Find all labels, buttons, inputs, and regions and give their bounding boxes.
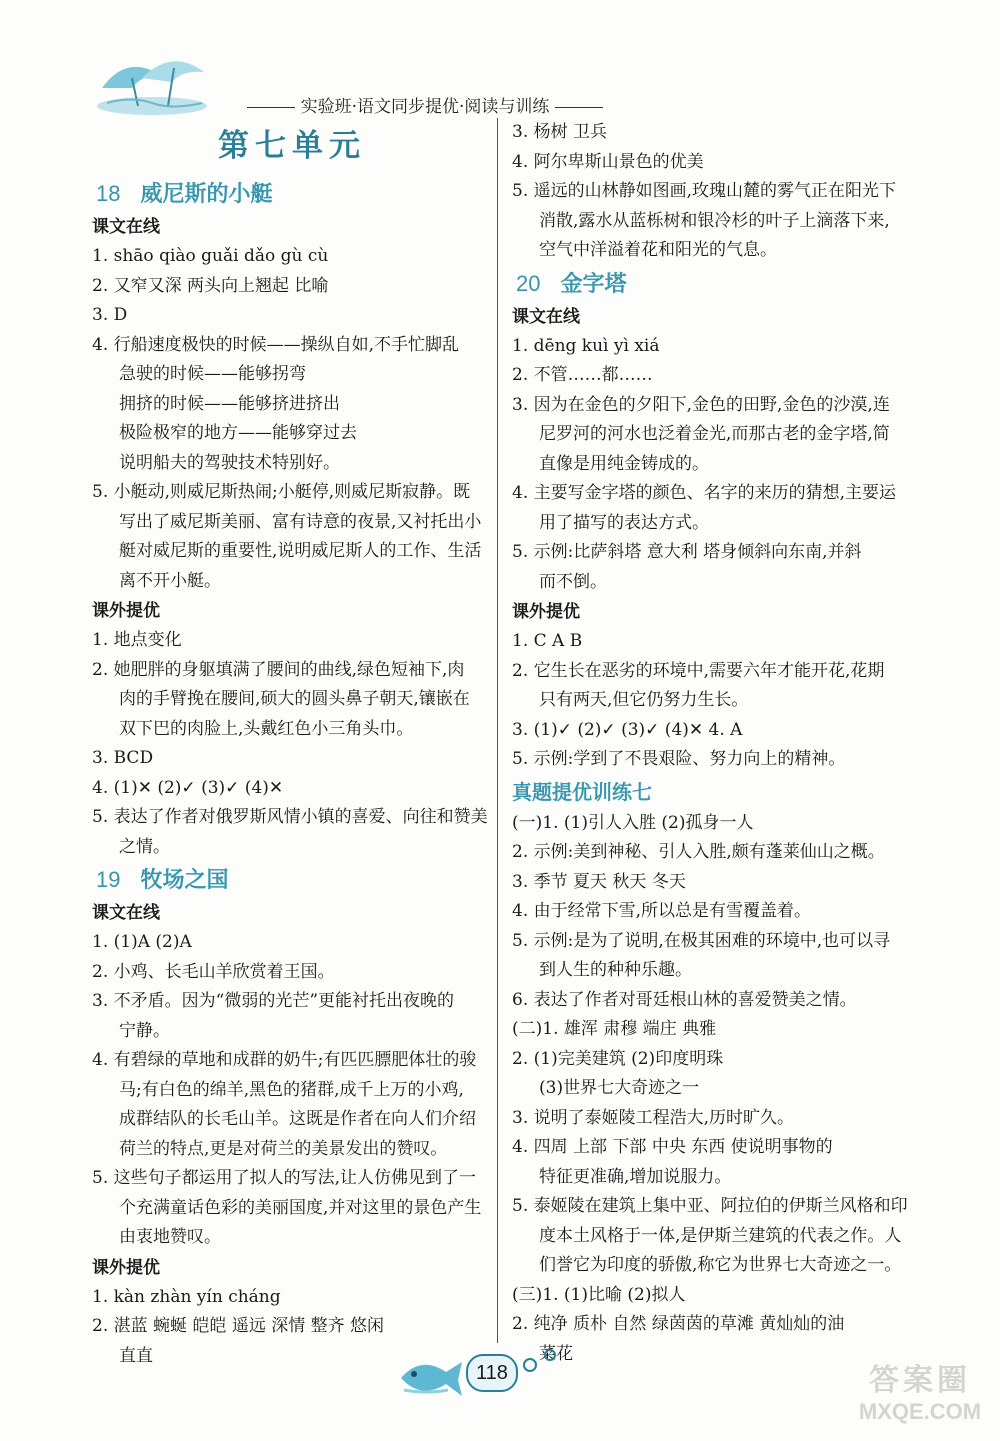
right-column xyxy=(512,118,922,1369)
answer-line: 3. (1)✓ (2)✓ (3)✓ (4)✕ 4. A xyxy=(512,719,743,740)
answer-item xyxy=(512,1015,922,1045)
answer-line: 4. 主要写金字塔的颜色、名字的来历的猜想,主要运 xyxy=(512,483,897,503)
answer-line: 3. 不矛盾。因为“微弱的光芒”更能衬托出夜晚的 xyxy=(92,991,455,1011)
answer-line: 3. BCD xyxy=(92,748,154,768)
lesson-19-title: 19 牧场之国 xyxy=(96,867,229,893)
answer-line: 4. 由于经常下雪,所以总是有雪覆盖着。 xyxy=(512,901,812,921)
answer-line: 4. 四周 上部 下部 中央 东西 使说明事物的 xyxy=(512,1137,833,1157)
lesson-20-title: 20 金字塔 xyxy=(516,270,627,297)
answer-line: 尼罗河的河水也泛着金光,而那古老的金字塔,简 xyxy=(539,424,890,444)
lesson-18-title: 18 威尼斯的小艇 xyxy=(96,181,273,207)
unit-test-answers xyxy=(512,809,922,1370)
answer-line: 2. 不管……都…… xyxy=(512,365,653,385)
answer-line: 直像是用纯金铸成的。 xyxy=(539,453,709,474)
answer-line: 2. (1)完美建筑 (2)印度明珠 xyxy=(512,1048,724,1069)
answer-item xyxy=(512,1045,922,1104)
unit-test-title: 真题提优训练七 xyxy=(512,779,652,804)
answer-line: 3. 因为在金色的夕阳下,金色的田野,金色的沙漠,连 xyxy=(512,394,890,415)
answer-item xyxy=(92,987,492,1046)
answer-line: 5. 示例:比萨斜塔 意大利 塔身倾斜向东南,并斜 xyxy=(512,542,862,562)
answer-item xyxy=(512,868,922,898)
answer-item xyxy=(92,774,492,804)
answer-item xyxy=(92,1164,492,1253)
answer-line: 4. 有碧绿的草地和成群的奶牛;有匹匹膘肥体壮的骏 xyxy=(92,1050,477,1070)
answer-line: (三)1. (1)比喻 (2)拟人 xyxy=(512,1284,686,1305)
column-divider xyxy=(497,118,498,1343)
answer-line: 双下巴的肉脸上,头戴红色小三角头巾。 xyxy=(119,718,414,739)
answer-line: 3. 说明了泰姬陵工程浩大,历时旷久。 xyxy=(512,1107,795,1128)
answer-line: 荷兰的特点,更是对荷兰的美景发出的赞叹。 xyxy=(119,1138,448,1159)
answer-line: 2. 示例:美到神秘、引人入胜,颇有蓬莱仙山之概。 xyxy=(512,842,885,862)
answer-line: 5. 这些句子都运用了拟人的写法,让人仿佛见到了一 xyxy=(92,1168,477,1188)
answer-line: 拥挤的时候——能够挤进挤出 xyxy=(119,393,340,414)
fish-icon xyxy=(396,1350,466,1400)
answer-line: 4. (1)✕ (2)✓ (3)✓ (4)✕ xyxy=(92,777,284,798)
answer-line: 5. 示例:是为了说明,在极其困难的环境中,也可以寻 xyxy=(512,930,891,951)
answer-item xyxy=(92,272,492,302)
answer-line: 2. 小鸡、长毛山羊欣赏着王国。 xyxy=(92,961,335,982)
answer-item xyxy=(512,1192,922,1281)
beach-umbrella-illustration xyxy=(92,48,210,118)
answer-line: 2. 又窄又深 两头向上翘起 比喻 xyxy=(92,275,329,296)
answer-item xyxy=(512,177,922,266)
answer-line: 马;有白色的绵羊,黑色的猪群,成千上万的小鸡, xyxy=(119,1079,464,1100)
answer-line: 4. 阿尔卑斯山景色的优美 xyxy=(512,151,704,172)
answer-line: 1. (1)A (2)A xyxy=(92,932,192,952)
answer-item xyxy=(512,745,922,775)
lesson-19-continued-answers xyxy=(512,118,922,266)
answer-line: 艇对威尼斯的重要性,说明威尼斯人的工作、生活 xyxy=(119,541,482,561)
answer-item xyxy=(512,1281,922,1311)
answer-line: (3)世界七大奇迹之一 xyxy=(539,1078,700,1098)
bubbles-icon xyxy=(518,1345,568,1375)
answer-line: 成群结队的长毛山羊。这既是作者在向人们介绍 xyxy=(119,1109,476,1129)
answer-item xyxy=(512,716,922,746)
answer-item xyxy=(512,332,922,362)
answer-line: 3. D xyxy=(92,305,128,325)
answer-line: 5. 泰姬陵在建筑上集中亚、阿拉伯的伊斯兰风格和印 xyxy=(512,1196,908,1216)
answer-item xyxy=(512,927,922,986)
answer-item xyxy=(512,809,922,839)
answer-line: 们誉它为印度的骄傲,称它为世界七大奇迹之一。 xyxy=(539,1255,902,1275)
watermark-logo: 答案圈 MXQE.COM xyxy=(858,1364,982,1424)
answer-line: 1. shāo qiào guǎi dǎo gù cù xyxy=(92,246,329,266)
answer-item xyxy=(512,657,922,716)
answer-line: 2. 它生长在恶劣的环境中,需要六年才能开花,花期 xyxy=(512,660,885,681)
answer-line: 空气中洋溢着花和阳光的气息。 xyxy=(539,240,777,260)
lesson-19-kewen-answers xyxy=(92,928,492,1253)
answer-line: 极险极窄的地方——能够穿过去 xyxy=(119,423,357,443)
answer-item xyxy=(512,118,922,148)
answer-line: (一)1. (1)引人入胜 (2)孤身一人 xyxy=(512,812,754,833)
answer-item xyxy=(92,928,492,958)
answer-line: 说明船夫的驾驶技术特别好。 xyxy=(119,452,340,473)
answer-item xyxy=(512,1104,922,1134)
answer-line: 特征更准确,增加说服力。 xyxy=(539,1166,732,1187)
answer-item xyxy=(92,626,492,656)
answer-line: 4. 行船速度极快的时候——操纵自如,不手忙脚乱 xyxy=(92,334,460,355)
answer-line: 消散,露水从蓝栎树和银冷杉的叶子上滴落下来, xyxy=(539,210,890,231)
page-number: 118 xyxy=(466,1354,518,1392)
answer-line: 2. 纯净 质朴 自然 绿茵茵的草滩 黄灿灿的油 xyxy=(512,1314,845,1334)
answer-line: 宁静。 xyxy=(119,1020,170,1041)
answer-line: 5. 表达了作者对俄罗斯风情小镇的喜爱、向往和赞美 xyxy=(92,807,488,827)
answer-line: 个充满童话色彩的美丽国度,并对这里的景色产生 xyxy=(119,1197,482,1218)
series-tagline: 实验班·语文同步提优·阅读与训练 xyxy=(200,92,650,117)
answer-line: 到人生的种种乐趣。 xyxy=(539,960,692,980)
answer-line: 直直 xyxy=(119,1345,153,1366)
answer-item xyxy=(512,986,922,1016)
answer-line: 只有两天,但它仍努力生长。 xyxy=(539,690,749,710)
answer-item xyxy=(512,361,922,391)
answer-item xyxy=(512,897,922,927)
kewen-heading: 课文在线 xyxy=(92,217,160,237)
answer-item xyxy=(512,838,922,868)
answer-line: 3. 杨树 卫兵 xyxy=(512,122,608,142)
answer-item xyxy=(92,656,492,745)
kewen-heading: 课文在线 xyxy=(512,306,580,327)
answer-item xyxy=(92,301,492,331)
answer-line: (二)1. 雄浑 肃穆 端庄 典雅 xyxy=(512,1019,717,1039)
lesson-20-kewen-answers xyxy=(512,332,922,598)
answer-item xyxy=(92,242,492,272)
answer-line: 写出了威尼斯美丽、富有诗意的夜景,又衬托出小 xyxy=(119,511,482,532)
answer-line: 1. kàn zhàn yín cháng xyxy=(92,1286,281,1307)
answer-line: 离不开小艇。 xyxy=(119,570,221,591)
answer-item xyxy=(92,803,492,862)
lesson-18-kewen-answers xyxy=(92,242,492,596)
answer-line: 菜花 xyxy=(539,1343,573,1364)
kewai-heading: 课外提优 xyxy=(512,602,580,622)
kewai-heading: 课外提优 xyxy=(92,601,160,621)
kewai-heading: 课外提优 xyxy=(92,1257,160,1278)
answer-line: 5. 遥远的山林静如图画,玫瑰山麓的雾气正在阳光下 xyxy=(512,181,897,201)
answer-line: 5. 小艇动,则威尼斯热闹;小艇停,则威尼斯寂静。既 xyxy=(92,482,471,502)
answer-line: 急驶的时候——能够拐弯 xyxy=(119,364,306,384)
lesson-18-kewai-answers xyxy=(92,626,492,862)
unit-title: 第七单元 xyxy=(218,128,366,164)
answer-line: 2. 她肥胖的身躯填满了腰间的曲线,绿色短袖下,肉 xyxy=(92,659,465,680)
answer-item xyxy=(92,1046,492,1164)
answer-line: 肉的手臂挽在腰间,硕大的圆头鼻子朝天,镶嵌在 xyxy=(119,689,470,709)
answer-line: 3. 季节 夏天 秋天 冬天 xyxy=(512,871,686,892)
answer-line: 度本土风格于一体,是伊斯兰建筑的代表之作。人 xyxy=(539,1225,902,1246)
answer-line: 5. 示例:学到了不畏艰险、努力向上的精神。 xyxy=(512,749,846,769)
answer-line: 1. C A B xyxy=(512,631,583,651)
answer-item xyxy=(512,1133,922,1192)
answer-item xyxy=(512,479,922,538)
answer-item xyxy=(92,744,492,774)
answer-item xyxy=(512,627,922,657)
answer-line: 6. 表达了作者对哥廷根山林的喜爱赞美之情。 xyxy=(512,989,857,1010)
answer-item xyxy=(512,391,922,480)
answer-line: 1. 地点变化 xyxy=(92,630,182,650)
answer-item xyxy=(512,148,922,178)
lesson-20-kewai-answers xyxy=(512,627,922,775)
answer-item xyxy=(92,1283,492,1313)
answer-item xyxy=(92,331,492,479)
answer-line: 1. dēng kuì yì xiá xyxy=(512,335,660,356)
answer-line: 2. 湛蓝 蜿蜒 皑皑 遥远 深情 整齐 悠闲 xyxy=(92,1316,385,1336)
left-column xyxy=(92,118,492,1371)
answer-line: 由衷地赞叹。 xyxy=(119,1227,221,1247)
answer-line: 之情。 xyxy=(119,836,170,857)
answer-line: 用了描写的表达方式。 xyxy=(539,512,709,533)
answer-item xyxy=(92,958,492,988)
answer-line: 而不倒。 xyxy=(539,571,607,592)
kewen-heading: 课文在线 xyxy=(92,903,160,923)
answer-item xyxy=(92,478,492,596)
answer-item xyxy=(512,538,922,597)
